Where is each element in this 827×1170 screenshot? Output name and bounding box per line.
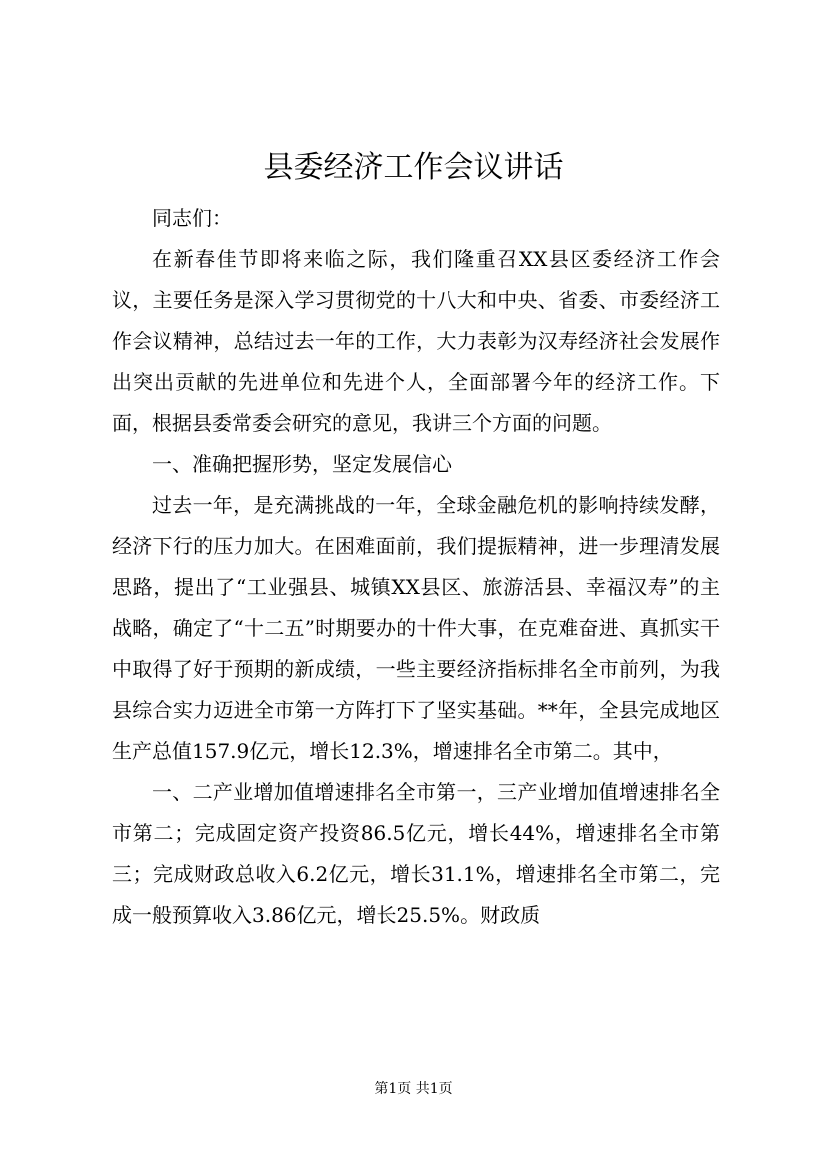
document-title: 县委经济工作会议讲话	[263, 150, 564, 185]
paragraph-indicators: 一、二产业增加值增速排名全市第一，三产业增加值增速排名全市第二；完成固定资产投资86.5亿元，增长44%，增速排名全市第三；完成财政总收入6.2亿元，增长31.1%，增速排名全市第二，完成一般预算收入3.86亿元，增长25.5%。财政质	[112, 780, 720, 927]
document-body	[112, 198, 720, 936]
salutation: 同志们：	[152, 206, 232, 230]
paragraph-intro: 在新春佳节即将来临之际，我们隆重召XX县区委经济工作会议，主要任务是深入学习贯彻党的十八大和中央、省委、市委经济工作会议精神，总结过去一年的工作，大力表彰为汉寿经济社会发展作出突出贡献的先进单位和先进个人，全面部署今年的经济工作。下面，根据县委常委会研究的意见，我讲三个方面的问题。	[112, 247, 720, 435]
page-footer: 第1页 共1页	[374, 1081, 453, 1097]
section-heading-1: 一、准确把握形势，坚定发展信心	[152, 452, 452, 476]
paragraph-review: 过去一年，是充满挑战的一年，全球金融危机的影响持续发酵，经济下行的压力加大。在困难面前，我们提振精神，进一步理清发展思路，提出了“工业强县、城镇XX县区、旅游活县、幸福汉寿”的主战略，确定了“十二五”时期要办的十件大事，在克难奋进、真抓实干中取得了好于预期的新成绩，一些主要经济指标排名全市前列，为我县综合实力迈进全市第一方阵打下了坚实基础。**年，全县完成地区生产总值157.9亿元，增长12.3%，增速排名全市第二。其中，	[112, 493, 720, 763]
